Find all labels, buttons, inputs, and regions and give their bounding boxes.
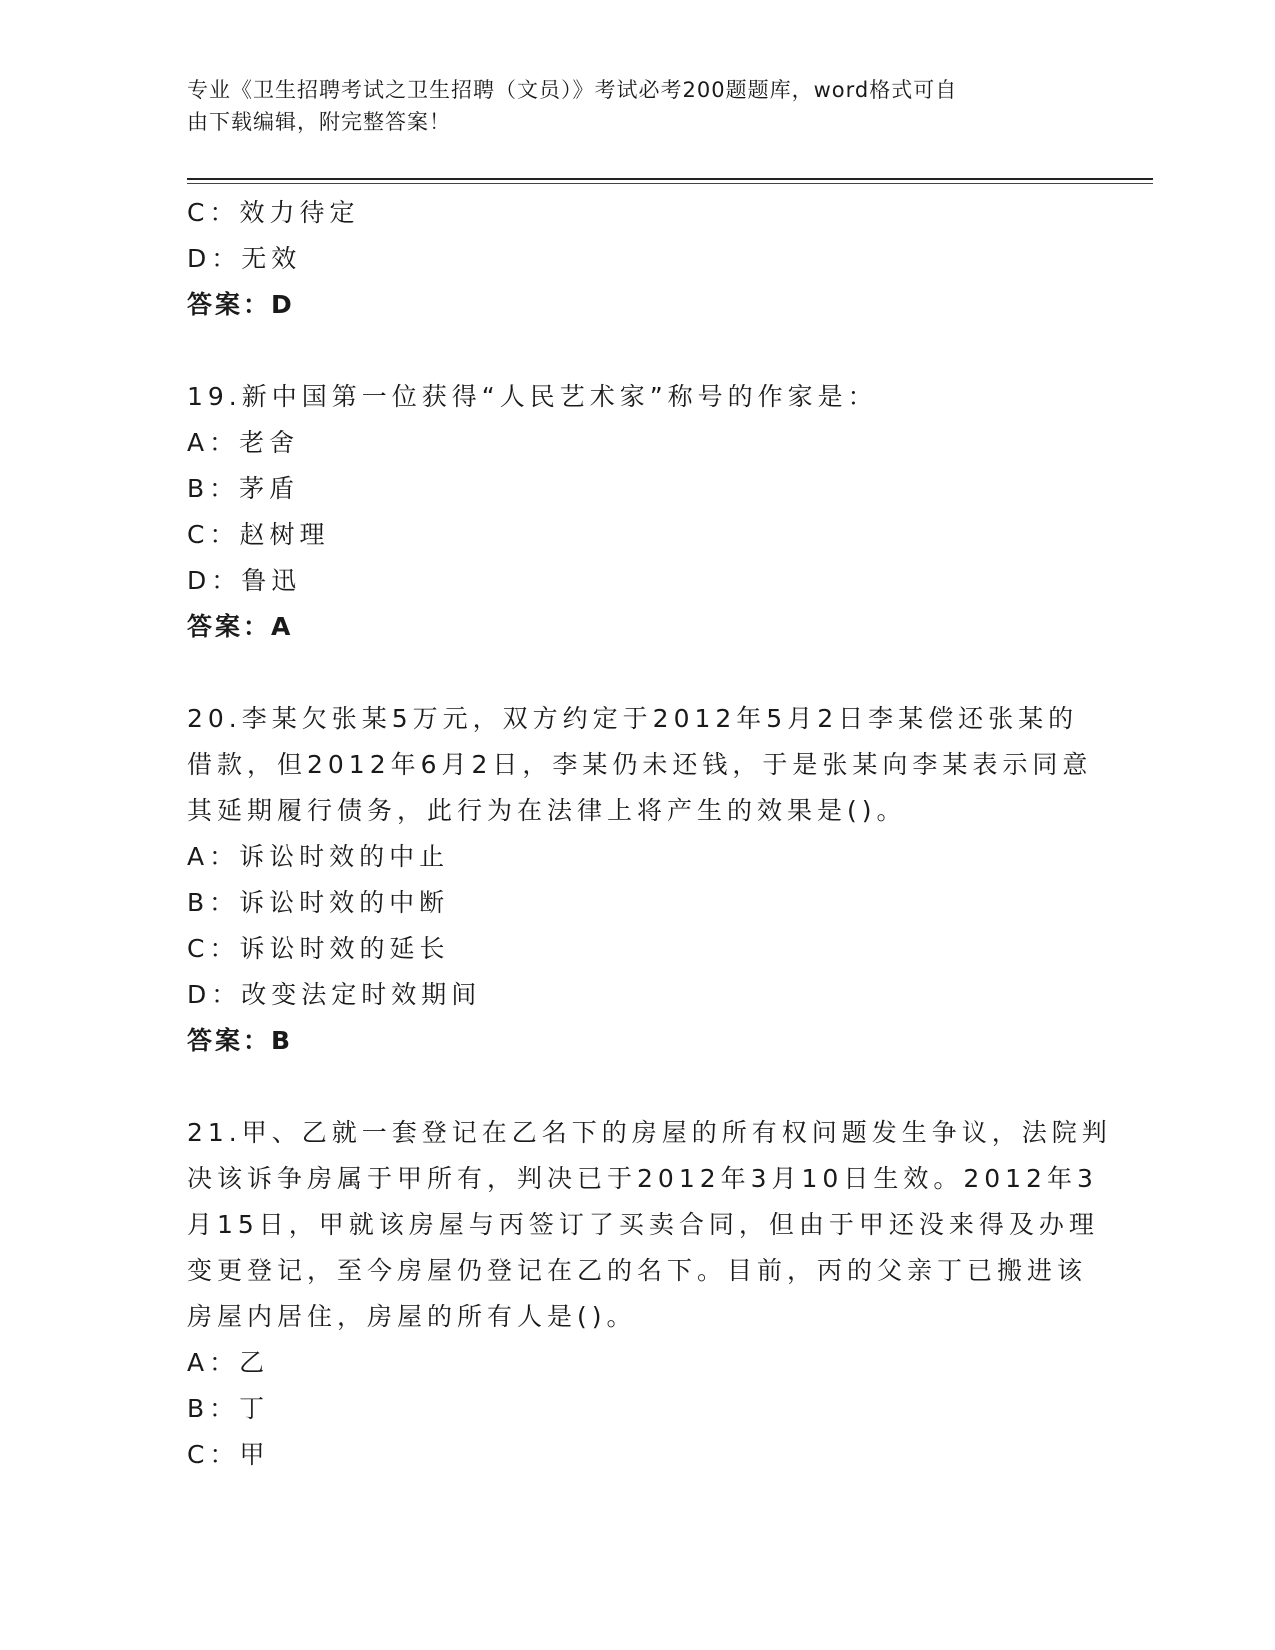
question-text: 19.新中国第一位获得“人民艺术家”称号的作家是： — [187, 382, 878, 411]
question-text: 其延期履行债务，此行为在法律上将产生的效果是()。 — [187, 796, 907, 825]
document-body — [187, 190, 1112, 1478]
option-d: D：改变法定时效期间 — [187, 980, 482, 1009]
answer-line: 答案：B — [187, 1026, 294, 1055]
option-d: D：无效 — [187, 244, 302, 273]
option-a: A：诉讼时效的中止 — [187, 842, 450, 871]
question-18-continuation — [187, 190, 1087, 328]
option-c: C：效力待定 — [187, 198, 360, 227]
header-rule-thin — [187, 183, 1153, 184]
question-text: 决该诉争房属于甲所有，判决已于2012年3月10日生效。2012年3 — [187, 1164, 1098, 1193]
question-19 — [187, 374, 1087, 650]
option-a: A：乙 — [187, 1348, 270, 1377]
answer-line: 答案：A — [187, 612, 294, 641]
question-text: 借款，但2012年6月2日，李某仍未还钱，于是张某向李某表示同意 — [187, 750, 1093, 779]
option-b: B：茅盾 — [187, 474, 300, 503]
question-20 — [187, 696, 1093, 1064]
document-header — [187, 74, 1067, 138]
option-c: C：甲 — [187, 1440, 270, 1469]
spacer — [187, 1064, 1087, 1110]
option-c: C：诉讼时效的延长 — [187, 934, 450, 963]
question-text: 房屋内居住，房屋的所有人是()。 — [187, 1302, 637, 1331]
option-b: B：诉讼时效的中断 — [187, 888, 450, 917]
header-line-1: 专业《卫生招聘考试之卫生招聘（文员）》考试必考200题题库，word格式可自 — [187, 78, 958, 102]
header-rule-thick — [187, 178, 1153, 180]
option-b: B：丁 — [187, 1394, 270, 1423]
option-c: C：赵树理 — [187, 520, 330, 549]
question-text: 21.甲、乙就一套登记在乙名下的房屋的所有权问题发生争议，法院判 — [187, 1118, 1112, 1147]
spacer — [187, 650, 1087, 696]
spacer — [187, 328, 1087, 374]
question-text: 月15日，甲就该房屋与丙签订了买卖合同，但由于甲还没来得及办理 — [187, 1210, 1099, 1239]
question-21 — [187, 1110, 1112, 1478]
option-a: A：老舍 — [187, 428, 300, 457]
answer-line: 答案：D — [187, 290, 295, 319]
question-text: 20.李某欠张某5万元，双方约定于2012年5月2日李某偿还张某的 — [187, 704, 1079, 733]
question-text: 变更登记，至今房屋仍登记在乙的名下。目前，丙的父亲丁已搬进该 — [187, 1256, 1088, 1285]
option-d: D：鲁迅 — [187, 566, 302, 595]
header-line-2: 由下载编辑，附完整答案！ — [187, 110, 451, 134]
